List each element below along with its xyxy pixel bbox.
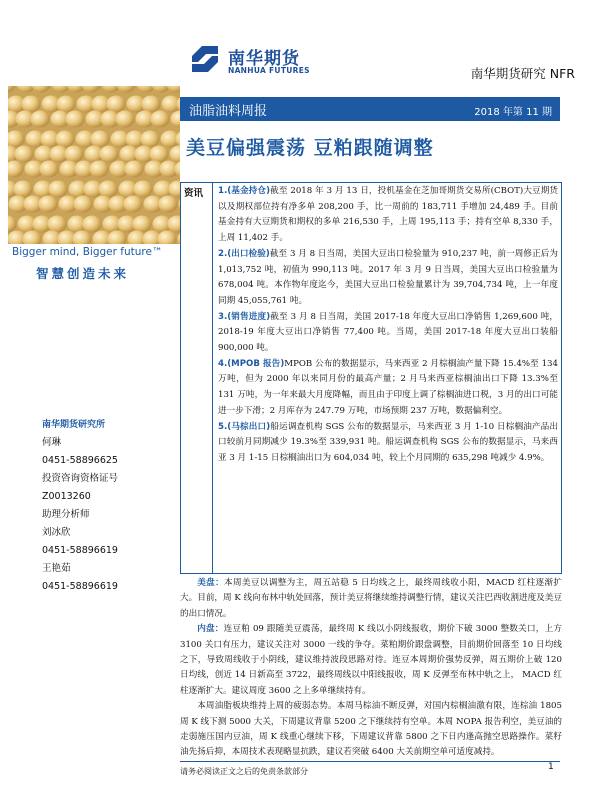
news-item-num: 2. (218, 248, 228, 259)
news-item-tag: (基金持仓) (227, 186, 271, 196)
logo-mark-icon (188, 42, 222, 76)
news-item (218, 310, 558, 357)
us-market-paragraph (180, 576, 562, 622)
soybean (83, 216, 102, 233)
news-item-text: 截至 3 月 8 日当周，美国 2017-18 年度大豆出口净销售 1,269,600 吨，2018-19 年度大豆出口净销售 77,400 吨。当周，美国 2017-18 年度大豆出口装船 900,000 吨。 (218, 311, 558, 354)
soybean (151, 111, 170, 128)
news-box (180, 182, 562, 574)
logo-en-text: NANHUA FUTURES (228, 66, 310, 75)
news-item-text: MPOB 公布的数据显示，马来西亚 2 月棕榈油产量下降 15.4%至 134 万吨，但为 2000 年以来同月份的最高产量；2 月马来西亚棕榈油出口下降 13.3%至 131 万吨，为一年来最大月度降幅，而且由于印度上调了棕榈油进口税，3 月的出口可能进一步下滑；2 月库存为 247.79 万吨，市场预期 237 万吨，数据偏利空。 (218, 358, 558, 416)
us-market-text: 本周美豆以调整为主，周五站稳 5 日均线之上，最终周线收小阳，MACD 红柱逐渐扩大。目前，周 K 线向布林中轨处回落，预计美豆将继续维持调整行情，建议关注巴西收割进度及美豆的出口情况。 (180, 578, 562, 619)
soybean (56, 131, 75, 148)
soybean (99, 181, 118, 198)
soybean (124, 196, 143, 213)
soybean (159, 196, 178, 213)
section-name: 油脂油料周报 (189, 104, 268, 119)
soybean (40, 161, 59, 178)
soybean (49, 181, 68, 198)
news-item-tag: (销售进度) (227, 311, 271, 322)
analyst-line: 助理分析师 (42, 509, 90, 520)
news-item-tag: (出口检验) (227, 248, 270, 259)
soybean (91, 131, 110, 148)
soybean (48, 216, 67, 233)
domestic-market-tag: 内盘： (197, 624, 224, 635)
report-headline: 美豆偏强震荡 豆粕跟随调整 (186, 137, 434, 159)
slogan-cn: 智慧创造未来 (36, 266, 130, 281)
footer-divider (180, 761, 560, 762)
news-item-text: 船运调查机构 SGS 公布的数据显示，马来西亚 3 月 1-10 日棕榈油产品出口较前月同期减少 19.3%至 339,931 吨。船运调查机构 SGS 公布的数据显示，马来西亚 3 月 1-15 日棕榈油出口为 604,034 吨，较上个月同期的 635,298 吨减少 4.9%。 (218, 421, 558, 463)
news-item-tag: (马棕出口) (227, 421, 271, 432)
issue-number: 2018 年第 11 期 (474, 107, 552, 118)
soybean (22, 96, 41, 113)
news-item-text: 截至 2018 年 3 月 13 日，投机基金在芝加哥期货交易所(CBOT)大豆期货以及期权部位持有净多单 208,200 手，比一周前的 183,711 手增加 24,489 手。目前基金持有大豆期货和期权的多单 216,530 手，上周 195,113 手；持有空单 8,330 手，上周 11,402 手。 (218, 186, 559, 244)
soybean-photo (8, 86, 180, 244)
news-item (218, 247, 558, 310)
soybean (116, 111, 135, 128)
soybean (65, 146, 84, 163)
analysts-heading: 南华期货研究所 (42, 420, 106, 430)
company-logo (188, 42, 310, 82)
news-item-num: 5. (218, 421, 228, 432)
soybean (134, 181, 153, 198)
soybean (142, 96, 161, 113)
soybean (31, 111, 50, 128)
soybean (125, 161, 144, 178)
news-item (218, 420, 558, 467)
soybean (14, 181, 33, 198)
soybean (133, 216, 152, 233)
analyst-line: Z0013260 (42, 491, 91, 502)
brand-right: 南华期货研究 NFR (470, 66, 575, 81)
analyst-line: 0451-58896619 (42, 545, 118, 556)
news-items (218, 184, 558, 467)
soybean (141, 131, 160, 148)
analyst-line: 王艳茹 (42, 563, 71, 574)
analyst-line: 刘冰欣 (42, 527, 71, 538)
news-item (218, 184, 558, 247)
soybean (107, 96, 126, 113)
oils-paragraph: 本周油脂板块维持上周的疲弱态势。本周马棕油不断反弹，对国内棕榈油激有限，连棕油 1805 周 K 线下测 5000 大关，下周建议背靠 5200 之下继续持有空单。本周 NOPA 报告利空，美豆油的走弱施压国内豆油，周 K 线重心继续下移，下周建议背靠 5800 之下日内逢高抛空思路操作。菜籽油先扬后抑，本周技术表现略显抗跌，建议若突破 6400 大关前期空单可适度减持。 (180, 701, 562, 758)
analyst-line: 0451-58896619 (42, 581, 118, 592)
logo-cn-text: 南华期货 (228, 49, 300, 69)
soybean (90, 161, 109, 178)
news-item-num: 4. (218, 358, 228, 369)
soybean (100, 146, 119, 163)
analyst-line: 0451-58896625 (42, 455, 118, 466)
news-item-num: 1. (218, 186, 228, 196)
news-item-num: 3. (218, 311, 228, 322)
news-label-column (181, 183, 213, 573)
news-item-tag: (MPOB 报告) (227, 358, 285, 369)
us-market-tag: 美盘： (197, 578, 225, 588)
news-item (218, 357, 558, 420)
soybean (74, 196, 93, 213)
soybean (66, 111, 85, 128)
soybean (57, 96, 76, 113)
news-item-text: 截至 3 月 8 日当周，美国大豆出口检验量为 910,237 吨，前一周修正后为 1,013,752 吨，初值为 990,113 吨。2017 年 3 月 9 日当周，美国大豆出口检验量为 678,004 吨。本作物年度迄今，美国大豆出口检验量累计为 39,704,734 吨，上一年度同期 45,055,761 吨。 (218, 248, 558, 306)
disclaimer-note: 请务必阅读正文之后的免责条款部分 (180, 767, 308, 776)
section-title-bar (180, 97, 560, 121)
domestic-market-paragraph (180, 622, 562, 699)
news-label: 资讯 (184, 188, 204, 199)
soybean (39, 196, 58, 213)
report-body (180, 576, 562, 761)
domestic-market-text: 连豆粕 09 跟随美豆震荡，最终周 K 线以小阴线报收，期价下破 3000 整数关口，上方 3100 关口有压力，建议关注对 3000 一线的争夺。菜粕期价跟盘调整，目前期价回落至 10 日均线之下，导致周线收于小阴线，建议维持波段思路对待。连豆本周期价强势反弹，周五期价上破 120 日均线，创近 14 日新高至 3722，最终周线以中阳线报收，周 K 反弹至布林中轨之上， MACD 红柱逐渐扩大。建议周度 3600 之上多单继续持有。 (180, 624, 562, 696)
soybean (15, 146, 34, 163)
slogan-en: Bigger mind, Bigger future™ (12, 246, 163, 258)
soybean (150, 146, 169, 163)
page-number: 1 (548, 762, 554, 772)
analyst-line: 投资咨询资格证号 (42, 473, 119, 484)
analyst-contacts (42, 417, 172, 597)
analyst-line: 何琳 (42, 437, 62, 448)
